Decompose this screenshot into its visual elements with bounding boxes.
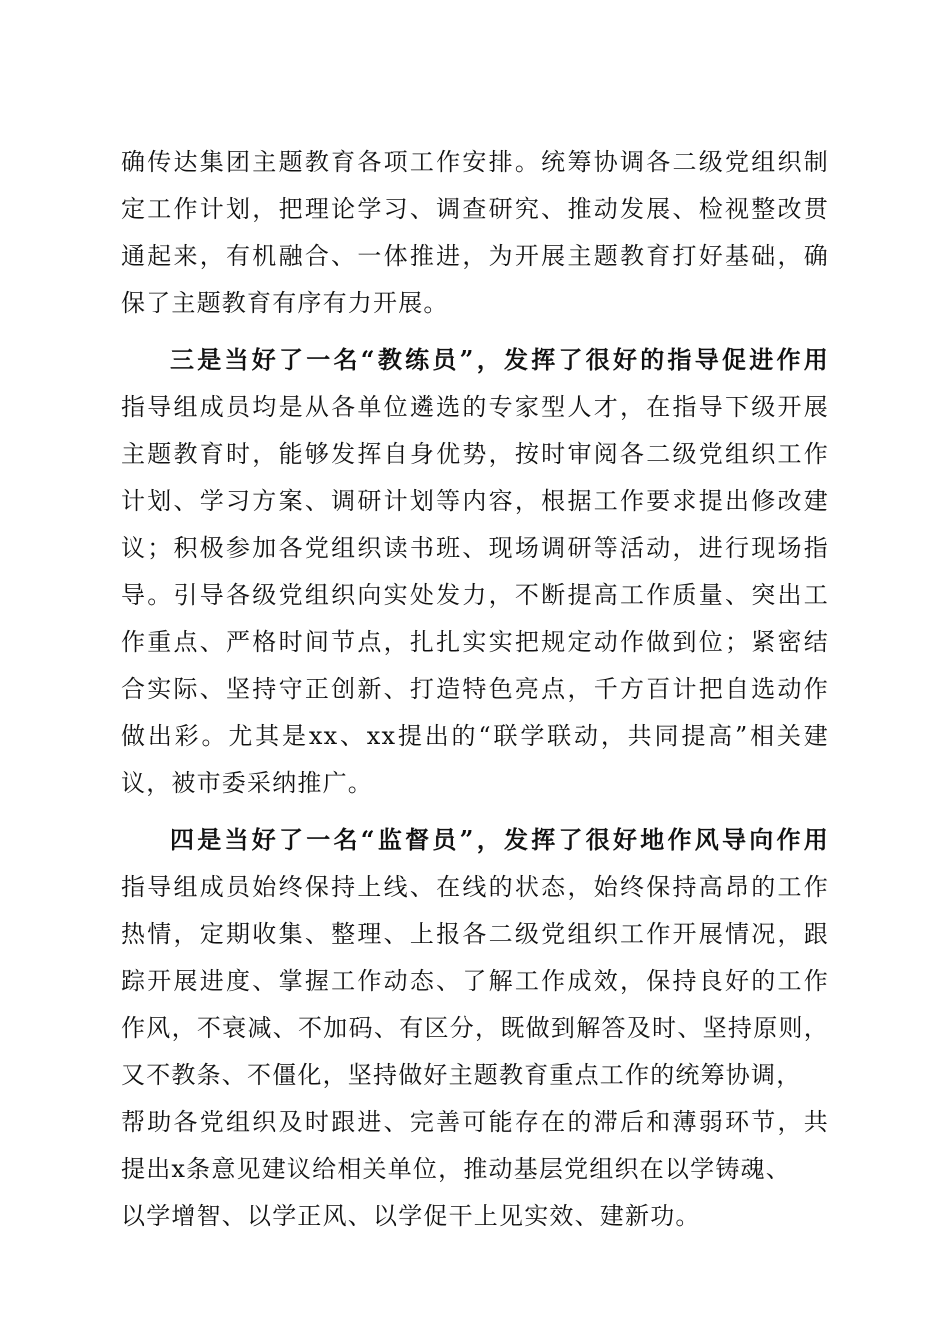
body-line: 热情，定期收集、整理、上报各二级党组织工作开展情况，跟 [121, 920, 829, 948]
body-line: 又不教条、不僵化，坚持做好主题教育重点工作的统筹协调， [121, 1061, 802, 1089]
body-line: 保了主题教育有序有力开展。 [121, 289, 449, 317]
body-line: 计划、学习方案、调研计划等内容，根据工作要求提出修改建 [121, 487, 829, 515]
body-line: 通起来，有机融合、一体推进，为开展主题教育打好基础，确 [121, 242, 829, 270]
body-line: 提出x条意见建议给相关单位，推动基层党组织在以学铸魂、 [121, 1155, 791, 1183]
body-line: 作重点、严格时间节点，扎扎实实把规定动作做到位；紧密结 [121, 628, 829, 656]
body-line: 议；积极参加各党组织读书班、现场调研等活动，进行现场指 [121, 534, 829, 562]
body-line: 定工作计划，把理论学习、调查研究、推动发展、检视整改贯 [121, 195, 829, 223]
body-line: 导。引导各级党组织向实处发力，不断提高工作质量、突出工 [121, 581, 829, 609]
body-line: 帮助各党组织及时跟进、完善可能存在的滞后和薄弱环节，共 [121, 1108, 829, 1136]
body-line: 主题教育时，能够发挥自身优势，按时审阅各二级党组织工作 [121, 440, 829, 468]
body-line: 指导组成员均是从各单位遴选的专家型人才，在指导下级开展 [121, 393, 829, 421]
body-line: 确传达集团主题教育各项工作安排。统筹协调各二级党组织制 [121, 148, 829, 176]
body-line: 合实际、坚持守正创新、打造特色亮点，千方百计把自选动作 [121, 675, 829, 703]
section-heading-coach: 三是当好了一名“教练员”，发挥了很好的指导促进作用 [170, 345, 829, 374]
body-line: 做出彩。尤其是xx、xx提出的“联学联动，共同提高”相关建 [121, 722, 829, 750]
section-heading-supervisor: 四是当好了一名“监督员”，发挥了很好地作风导向作用 [170, 825, 829, 854]
body-line: 以学增智、以学正风、以学促干上见实效、建新功。 [121, 1202, 701, 1230]
body-line: 指导组成员始终保持上线、在线的状态，始终保持高昂的工作 [121, 873, 829, 901]
body-line: 踪开展进度、掌握工作动态、了解工作成效，保持良好的工作 [121, 967, 829, 995]
body-line: 作风，不衰减、不加码、有区分，既做到解答及时、坚持原则， [121, 1014, 829, 1042]
body-line: 议，被市委采纳推广。 [121, 769, 373, 797]
